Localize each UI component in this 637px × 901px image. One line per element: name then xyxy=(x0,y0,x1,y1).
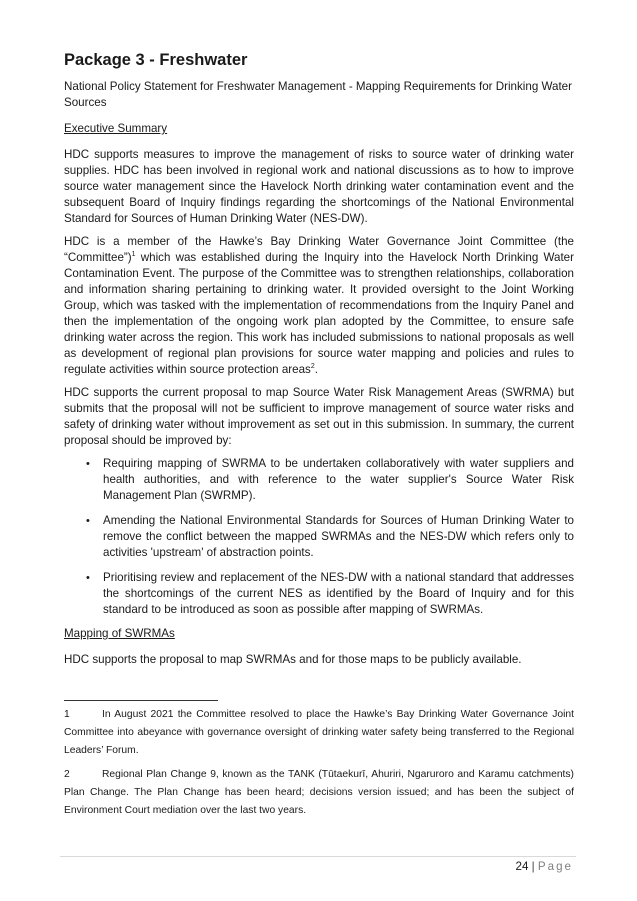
footnote-text: Regional Plan Change 9, known as the TANK (Tūtaekurī, Ahuriri, Ngaruroro and Karamu catchments) Plan Change. The Plan Change has been heard; decisions version issued; and has been the subject of Environment Court mediation over the last two years. xyxy=(64,769,574,816)
footnote-ref-2[interactable]: 2 xyxy=(310,363,315,371)
page-title: Package 3 - Freshwater xyxy=(64,51,248,69)
paragraph-2 xyxy=(64,234,574,378)
footnote-number: 2 xyxy=(64,769,70,780)
footnote-1 xyxy=(64,706,574,760)
footnote-2 xyxy=(64,766,574,820)
mapping-paragraph: HDC supports the proposal to map SWRMAs and for those maps to be publicly available. xyxy=(64,653,522,666)
paragraph-2-text-b: which was established during the Inquiry into the Havelock North Drinking Water Contamination Event. The purpose of the Committee was to strengthen relationships, collaboration and information sharing pertaining to drinking water. It provided oversight to the Joint Working Group, which was tasked with the implementation of recommendations from the Inquiry Panel and then the implementation of the ongoing work plan adopted by the Committee, to ensure safe drinking water across the region. This work has included submissions to national proposals as well as development of regional plan provisions for source water mapping and policies and rules to regulate activities within source protection areas xyxy=(64,251,574,376)
page-number-value: 24 xyxy=(515,860,529,873)
footnote-divider xyxy=(64,700,218,701)
page-number xyxy=(516,860,573,873)
bullet-text: Amending the National Environmental Standards for Sources of Human Drinking Water to remove the conflict between the mapped SWRMAs and the NES-DW which refers only to activities 'upstream' of abstraction points. xyxy=(103,514,574,559)
bullet-icon: • xyxy=(86,458,90,470)
bullet-text: Requiring mapping of SWRMA to be undertaken collaboratively with water suppliers and health authorities, and with reference to the water supplier's Source Water Risk Management Plan (SWRMP). xyxy=(103,457,574,502)
bullet-text: Prioritising review and replacement of the NES-DW with a national standard that addresses the shortcomings of the current NES as identified by the Board of Inquiry and for this standard to be introduced as soon as possible after mapping of SWRMAs. xyxy=(103,571,574,616)
footer-divider xyxy=(60,856,576,857)
paragraph-1: HDC supports measures to improve the management of risks to source water of drinking water supplies. HDC has been involved in regional work and national discussions as to how to improve source water management since the Havelock North drinking water contamination event and the subsequent Board of Inquiry findings regarding the shortcomings of the National Environmental Standard for Sources of Human Drinking Water (NES-DW). xyxy=(64,148,574,225)
footnote-ref-1[interactable]: 1 xyxy=(131,251,136,259)
paragraph-2-end: . xyxy=(314,363,318,376)
footnote-text: In August 2021 the Committee resolved to place the Hawke’s Bay Drinking Water Governance Joint Committee into abeyance with governance oversight of drinking water safety being transferred to the Regional Leaders’ Forum. xyxy=(64,709,574,756)
page-label: Page xyxy=(537,860,573,873)
executive-summary-heading: Executive Summary xyxy=(64,122,168,135)
paragraph-2-text-a: HDC is a member of the Hawke’s Bay Drinking Water Governance Joint Committee (the “Committee”) xyxy=(64,235,574,264)
bullet-icon: • xyxy=(86,572,90,584)
bullet-icon: • xyxy=(86,515,90,527)
section-subtitle: National Policy Statement for Freshwater Management - Mapping Requirements for Drinking Water Sources xyxy=(64,80,572,109)
page-number-separator: | xyxy=(531,860,535,873)
mapping-heading: Mapping of SWRMAs xyxy=(64,627,175,640)
paragraph-3: HDC supports the current proposal to map Source Water Risk Management Areas (SWRMA) but submits that the proposal will not be sufficient to improve management of source water risks and safety of drinking water without improvement as set out in this submission. In summary, the current proposal should be improved by: xyxy=(64,386,574,447)
footnote-number: 1 xyxy=(64,709,70,720)
